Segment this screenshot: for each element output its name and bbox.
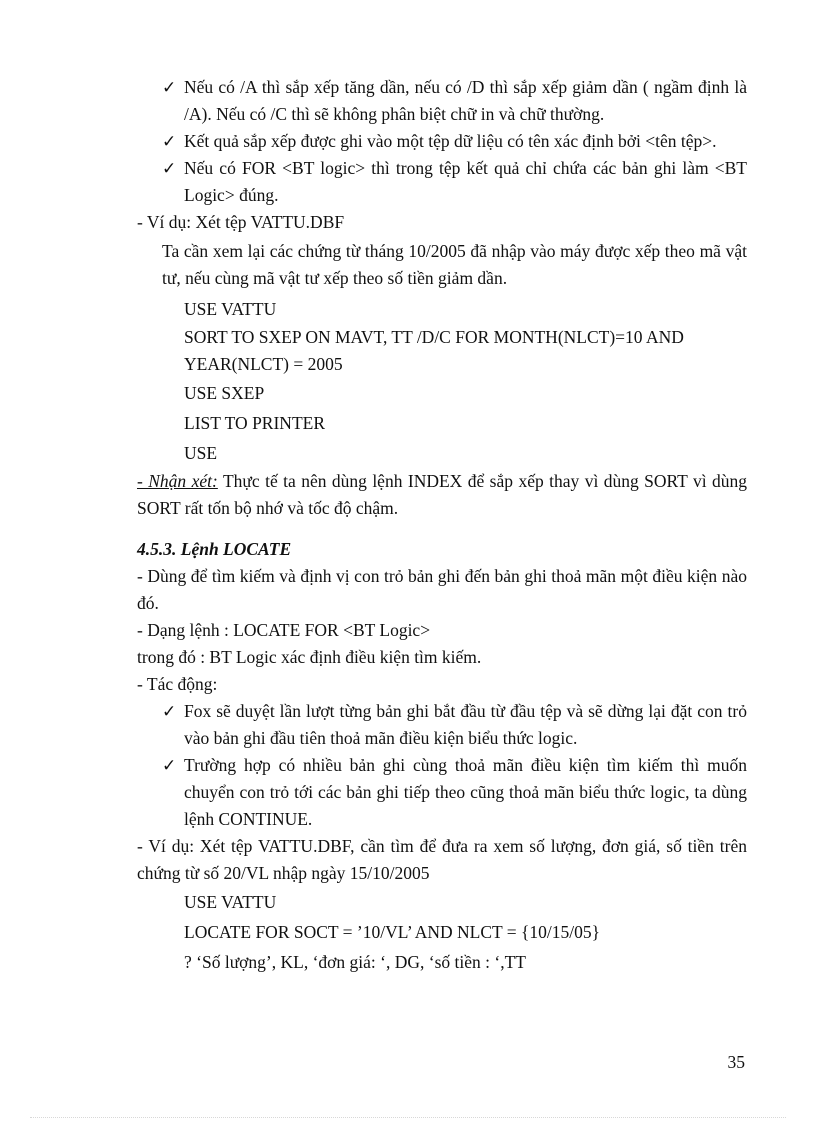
code-line: USE VATTU	[184, 892, 277, 912]
code-line: LIST TO PRINTER	[184, 413, 325, 433]
example-label: - Ví dụ: Xét tệp VATTU.DBF	[137, 212, 345, 232]
code-block	[137, 887, 747, 977]
example-description: Ta cần xem lại các chứng từ tháng 10/2005 đã nhập vào máy được xếp theo mã vật tư, nếu cùng mã vật tư xếp theo số tiền giảm dần.	[162, 241, 747, 288]
code-block	[137, 294, 747, 468]
section-purpose: - Dùng để tìm kiếm và định vị con trỏ bản ghi đến bản ghi thoả mãn một điều kiện nào đó.	[137, 566, 747, 613]
code-line: ? ‘Số lượng’, KL, ‘đơn giá: ‘, DG, ‘số tiền : ‘,TT	[184, 952, 526, 972]
check-icon: ✓	[162, 132, 177, 151]
text-column	[137, 74, 747, 977]
page-number: 35	[727, 1052, 745, 1072]
check-icon: ✓	[162, 756, 177, 775]
bullet-item	[137, 74, 747, 128]
code-line: USE SXEP	[184, 383, 265, 403]
bullet-text: Kết quả sắp xếp được ghi vào một tệp dữ liệu có tên xác định bởi <tên tệp>.	[184, 131, 717, 151]
bullet-text: Nếu có /A thì sắp xếp tăng dần, nếu có /D thì sắp xếp giảm dần ( ngầm định là /A). Nếu có /C thì sẽ không phân biệt chữ in và chữ thường.	[184, 77, 747, 124]
bullet-item	[137, 752, 747, 833]
bullet-text: Fox sẽ duyệt lần lượt từng bản ghi bắt đầu từ đầu tệp và sẽ dừng lại đặt con trỏ vào bản ghi đầu tiên thoả mãn điều kiện biểu thức logic.	[184, 701, 747, 748]
bullet-text: Nếu có FOR <BT logic> thì trong tệp kết quả chỉ chứa các bản ghi làm <BT Logic> đúng.	[184, 158, 747, 205]
remark-text: Thực tế ta nên dùng lệnh INDEX để sắp xếp thay vì dùng SORT vì dùng SORT rất tốn bộ nhớ và tốc độ chậm.	[137, 471, 747, 518]
code-line: USE VATTU	[184, 299, 277, 319]
section-heading: 4.5.3. Lệnh LOCATE	[137, 539, 292, 559]
check-icon: ✓	[162, 78, 177, 97]
bullet-item	[137, 698, 747, 752]
check-icon: ✓	[162, 159, 177, 178]
section-where: trong đó : BT Logic xác định điều kiện tìm kiếm.	[137, 647, 482, 667]
remark	[137, 468, 747, 522]
section-example: - Ví dụ: Xét tệp VATTU.DBF, cần tìm để đưa ra xem số lượng, đơn giá, số tiền trên chứng từ số 20/VL nhập ngày 15/10/2005	[137, 836, 747, 883]
check-icon: ✓	[162, 702, 177, 721]
code-line: USE	[184, 443, 218, 463]
section-syntax: - Dạng lệnh : LOCATE FOR <BT Logic>	[137, 620, 431, 640]
bullet-item	[137, 155, 747, 209]
bullet-text: Trường hợp có nhiều bản ghi cùng thoả mãn điều kiện tìm kiếm thì muốn chuyển con trỏ tới các bản ghi tiếp theo cũng thoả mãn biểu thức logic, ta dùng lệnh CONTINUE.	[184, 755, 747, 829]
footer-divider	[30, 1117, 786, 1118]
effect-label: - Tác động:	[137, 674, 218, 694]
code-line: SORT TO SXEP ON MAVT, TT /D/C FOR MONTH(NLCT)=10 AND YEAR(NLCT) = 2005	[184, 327, 684, 374]
remark-label: - Nhận xét:	[137, 471, 218, 491]
bullet-item	[137, 128, 747, 155]
code-line: LOCATE FOR SOCT = ’10/VL’ AND NLCT = {10/15/05}	[184, 922, 601, 942]
